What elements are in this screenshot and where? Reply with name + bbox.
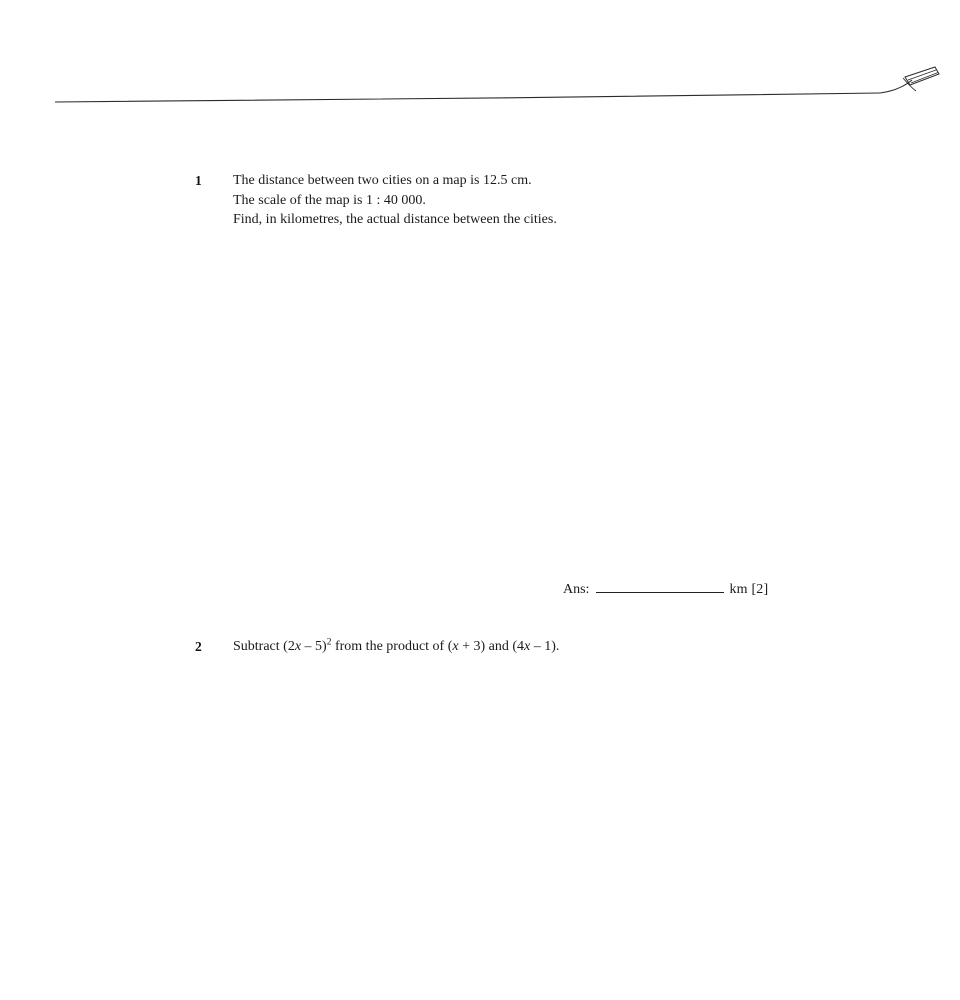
question-1-line-1: The distance between two cities on a map is 12.5 cm. [233, 173, 532, 188]
answer-slot [563, 580, 768, 598]
answer-label: Ans: [563, 582, 590, 597]
question-2 [195, 637, 559, 657]
question-2-line-1: Subtract (2x – 5)$^2$ from the product of (x + 3) and (4x – 1). [233, 637, 560, 654]
question-2-text [233, 637, 559, 657]
question-1-line-3: Find, in kilometres, the actual distance between the cities. [233, 212, 557, 227]
question-1 [195, 171, 557, 230]
answer-units-marks: km [2] [729, 582, 769, 597]
page-top-rule [0, 60, 960, 120]
question-1-line-2: The scale of the map is 1 : 40 000. [233, 192, 426, 208]
answer-input-line[interactable] [596, 580, 724, 593]
question-2-number: 2 [195, 639, 202, 654]
question-1-text [233, 171, 557, 230]
question-1-number: 1 [195, 173, 202, 188]
